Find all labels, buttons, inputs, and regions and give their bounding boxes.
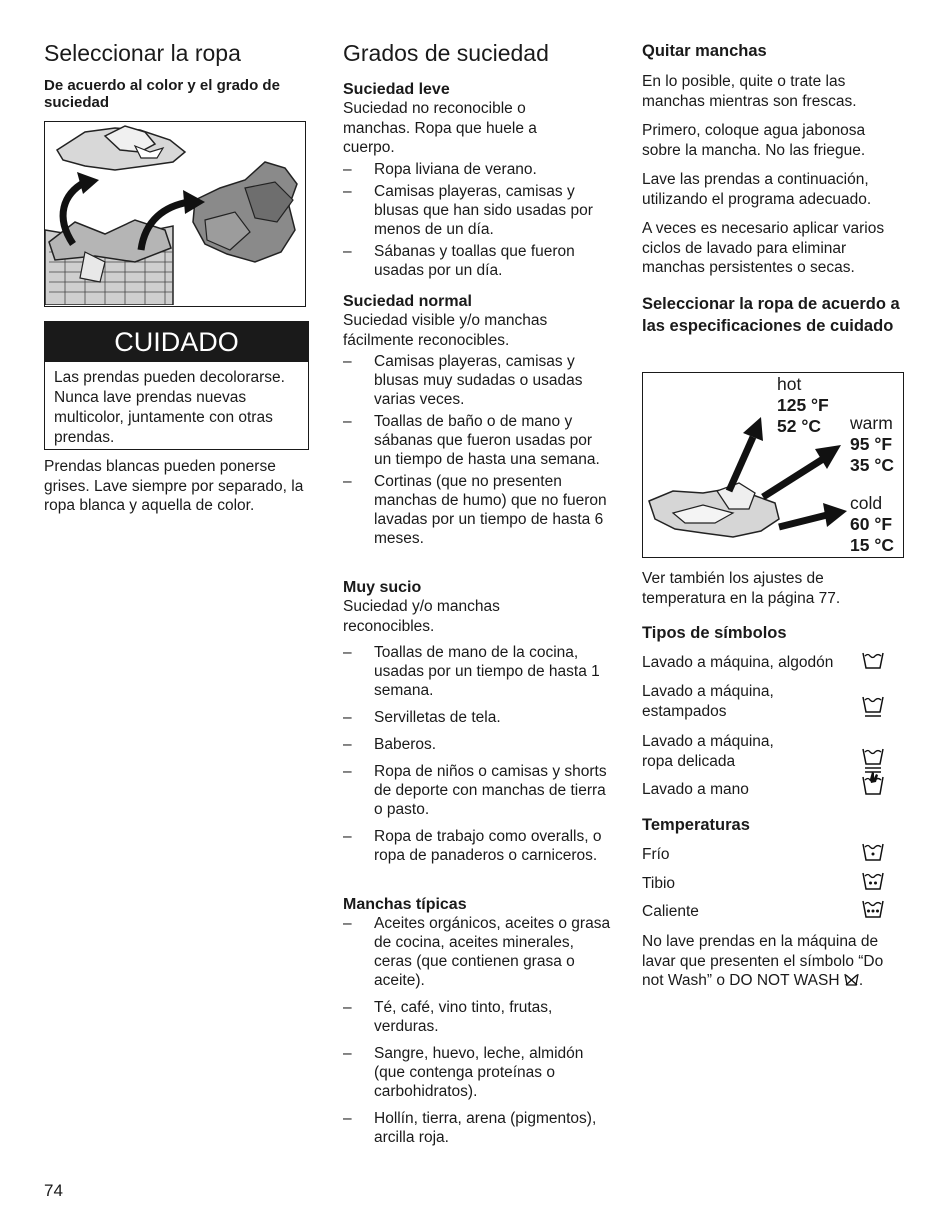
wash-cold-icon [862, 841, 884, 863]
temp-name: warm [850, 413, 893, 433]
do-not-wash-icon [844, 972, 859, 986]
caution-box [44, 321, 309, 450]
do-not-wash-period: . [858, 972, 864, 989]
temp-cold-label [850, 493, 894, 556]
list-item: – Aceites orgánicos, aceites o grasa de cocina, aceites minerales, ceras (que contienen grasa o aceite). [343, 914, 611, 990]
wash-tub-permanent-press-icon [862, 694, 884, 718]
temp-name: cold [850, 493, 883, 513]
stains-paragraph: Primero, coloque agua jabonosa sobre la mancha. No las friegue. [642, 122, 866, 159]
soil-section-heavy [343, 578, 611, 865]
soil-section-normal [343, 292, 611, 548]
wash-warm-icon [862, 870, 884, 892]
list-item: – Sangre, huevo, leche, almidón (que contenga proteínas o carbohidratos). [343, 1044, 611, 1101]
soil-section-light [343, 80, 611, 280]
list-item: – Baberos. [343, 735, 611, 754]
list-item: – Ropa de trabajo como overalls, o ropa de panaderos o carniceros. [343, 827, 611, 865]
list-item: – Servilletas de tela. [343, 708, 611, 727]
temp-celsius: 35 °C [850, 455, 894, 475]
temperature-row [642, 874, 892, 894]
laundry-sorting-illustration [44, 121, 306, 307]
list-item: – Toallas de baño o de mano y sábanas que fueron usadas por un tiempo de hasta una semana. [343, 412, 611, 469]
list-item: – Hollín, tierra, arena (pigmentos), arcilla roja. [343, 1109, 611, 1147]
symbol-row [642, 732, 802, 772]
laundry-basket-icon [45, 122, 304, 305]
temp-hot-label [777, 374, 829, 437]
temperature-row [642, 845, 892, 865]
soil-description: Suciedad no reconocible o manchas. Ropa que huele a cuerpo. [343, 100, 537, 156]
list-item: – Sábanas y toallas que fueron usadas por un día. [343, 242, 611, 280]
soil-heading: Suciedad normal [343, 293, 472, 310]
temp-fahrenheit: 125 °F [777, 395, 829, 415]
symbol-label: Lavado a mano [642, 781, 749, 798]
stains-heading: Quitar manchas [642, 42, 767, 60]
temp-warm-label [850, 413, 894, 476]
soil-heading: Suciedad leve [343, 81, 450, 98]
list-item: – Té, café, vino tinto, frutas, verduras. [343, 998, 611, 1036]
caution-title: CUIDADO [45, 322, 308, 362]
hand-wash-icon [862, 770, 884, 796]
list-item: – Cortinas (que no presenten manchas de humo) que no fueron lavadas por un tiempo de hasta 6 meses. [343, 472, 611, 548]
temp-fahrenheit: 60 °F [850, 514, 893, 534]
list-item: – Ropa liviana de verano. [343, 160, 611, 179]
section-title-select-laundry: Seleccionar la ropa [44, 40, 241, 66]
symbols-heading: Tipos de símbolos [642, 624, 787, 642]
soil-description: Suciedad visible y/o manchas fácilmente reconocibles. [343, 312, 548, 349]
section-title-soil-levels: Grados de suciedad [343, 40, 549, 66]
temperature-label: Tibio [642, 875, 676, 892]
wash-tub-icon [862, 650, 884, 670]
temperature-label: Caliente [642, 903, 699, 920]
list-item: – Camisas playeras, camisas y blusas que han sido usadas por menos de un día. [343, 182, 611, 239]
symbol-row [642, 653, 892, 673]
list-item: – Camisas playeras, camisas y blusas muy sudadas o usadas varias veces. [343, 352, 611, 409]
soil-heading: Muy sucio [343, 579, 422, 596]
temp-name: hot [777, 374, 802, 394]
symbol-label: Lavado a máquina, algodón [642, 654, 834, 671]
subtitle-color-soil: De acuerdo al color y el grado de suciedad [44, 77, 280, 111]
care-heading: Seleccionar la ropa de acuerdo a las especificaciones de cuidado [642, 295, 900, 335]
stains-paragraph: A veces es necesario aplicar varios ciclos de lavado para eliminar manchas persistentes o secas. [642, 220, 885, 276]
temp-celsius: 15 °C [850, 535, 894, 555]
do-not-wash-text: No lave prendas en la máquina de lavar que presenten el símbolo “Do not Wash” o DO NOT WASH [642, 933, 884, 989]
symbol-row [642, 682, 802, 722]
whites-note: Prendas blancas pueden ponerse grises. Lave siempre por separado, la ropa blanca y aquella de color. [44, 458, 304, 514]
symbol-row [642, 780, 892, 800]
do-not-wash-note [642, 932, 894, 991]
list-item: – Ropa de niños o camisas y shorts de deporte con manchas de tierra o pasto. [343, 762, 611, 819]
page-number: 74 [44, 1181, 63, 1200]
temperature-illustration [642, 372, 904, 558]
temp-celsius: 52 °C [777, 416, 821, 436]
temp-fahrenheit: 95 °F [850, 434, 893, 454]
list-item: – Toallas de mano de la cocina, usadas por un tiempo de hasta 1 semana. [343, 643, 611, 700]
temperature-label: Frío [642, 846, 670, 863]
stains-paragraph: En lo posible, quite o trate las manchas mientras son frescas. [642, 73, 857, 110]
symbol-label: Lavado a máquina, estampados [642, 683, 774, 720]
soil-description: Suciedad y/o manchas reconocibles. [343, 598, 500, 635]
symbol-label: Lavado a máquina, ropa delicada [642, 733, 774, 770]
soil-section-typical-stains [343, 895, 611, 1147]
temperatures-heading: Temperaturas [642, 816, 750, 834]
stains-paragraph: Lave las prendas a continuación, utilizando el programa adecuado. [642, 171, 872, 208]
caution-text: Las prendas pueden decolorarse. Nunca lave prendas nuevas multicolor, juntamente con otras prendas. [54, 369, 285, 446]
see-also-note: Ver también los ajustes de temperatura en la página 77. [642, 570, 841, 607]
temperature-row [642, 902, 892, 922]
wash-hot-icon [862, 898, 884, 920]
soil-heading: Manchas típicas [343, 896, 467, 913]
